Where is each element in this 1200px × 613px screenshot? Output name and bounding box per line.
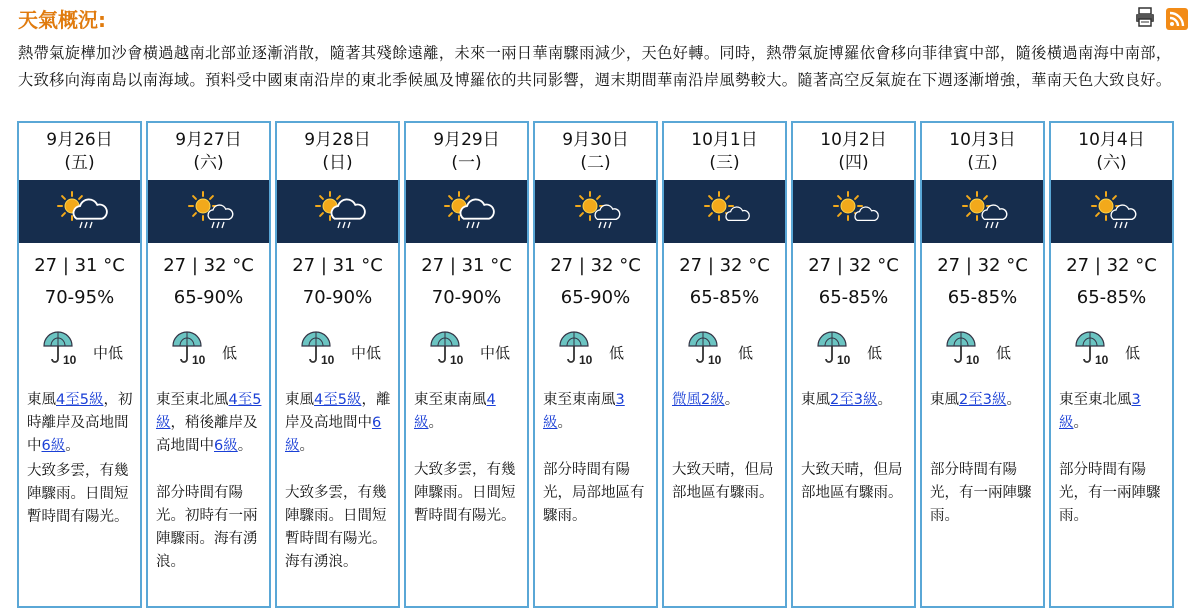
wind-text: 。 [557,415,572,431]
top-toolbar [1134,6,1188,32]
wind-forecast [27,389,134,458]
weather-summary: 熱帶氣旋樺加沙會橫過越南北部並逐漸消散，隨著其殘餘遠離，未來一兩日華南驟雨減少，天色好轉。同時，熱帶氣旋博羅依會移向菲律賓中部，隨後橫過南海中南部，大致移向海南島以南海域。預料受中國東南沿岸的東北季候風及博羅依的共同影響，週末期間華南沿岸風勢較大。隨著高空反氣旋在下週逐漸增強，華南天色大致良好。 [18,44,1172,89]
svg-text:10: 10 [966,353,980,367]
temperature-range: 27 | 31 °C [421,255,512,276]
wind-text: 。 [1006,392,1021,408]
weekday-label: (五) [64,153,95,173]
forecast-date [664,123,785,173]
forecast-date [148,123,269,173]
wind-force-link[interactable]: 6級 [285,415,382,454]
humidity-range: 65-85% [1076,287,1147,308]
page-title: 天氣概況: [18,8,106,32]
rain-probability-label: 低 [867,343,883,362]
weather-icon [439,186,495,238]
temperature-range: 27 | 32 °C [1066,255,1157,276]
wind-forecast [543,389,650,435]
rain-probability-label: 中低 [351,343,382,362]
date-label: 10月2日 [820,130,887,150]
umbrella-icon [428,330,474,374]
wind-forecast [414,389,521,435]
weekday-label: (六) [193,153,224,173]
temperature-range: 27 | 32 °C [679,255,770,276]
date-label: 9月29日 [433,130,500,150]
umbrella-icon [299,330,345,374]
weather-icon-band [1051,180,1172,243]
umbrella-icon [557,330,603,374]
wind-forecast [801,389,908,412]
humidity-range: 65-90% [173,287,244,308]
wind-text: 東風 [930,392,959,408]
rain-probability [41,330,123,374]
wind-forecast [156,389,263,458]
rain-probability [944,330,1011,374]
wind-text: 。 [428,415,443,431]
wind-text: ，離岸及高地間中 [285,392,391,431]
temperature-range: 27 | 31 °C [292,255,383,276]
umbrella-icon [41,330,87,374]
wind-force-link[interactable]: 2至3級 [830,392,878,408]
weather-description: 部分時間有陽光，有一兩陣驟雨。 [1059,462,1161,524]
forecast-date [277,123,398,173]
temperature-range: 27 | 32 °C [163,255,254,276]
forecast-day [662,121,787,608]
forecast-day [533,121,658,608]
weather-icon-band [19,180,140,243]
rain-probability-label: 中低 [480,343,511,362]
humidity-range: 70-90% [431,287,502,308]
weather-description: 部分時間有陽光。初時有一兩陣驟雨。海有湧浪。 [156,485,258,570]
forecast-day [791,121,916,608]
wind-force-link[interactable]: 3級 [543,392,625,431]
wind-forecast [1059,389,1166,435]
forecast-date [793,123,914,173]
weather-description: 部分時間有陽光，有一兩陣驟雨。 [930,462,1032,524]
svg-text:10: 10 [579,353,593,367]
forecast-date [19,123,140,173]
date-label: 10月3日 [949,130,1016,150]
svg-text:10: 10 [450,353,464,367]
weather-description: 大致多雲，有幾陣驟雨。日間短暫時間有陽光。海有湧浪。 [285,485,387,570]
weather-icon [826,186,882,238]
date-label: 9月28日 [304,130,371,150]
wind-text: 東至東南風 [414,392,487,408]
rain-probability-label: 低 [738,343,754,362]
svg-text:10: 10 [1095,353,1109,367]
wind-text: 。 [65,438,80,454]
umbrella-icon [1073,330,1119,374]
wind-force-link[interactable]: 4至5級 [56,392,104,408]
weather-icon-band [148,180,269,243]
weather-icon [181,186,237,238]
wind-forecast [285,389,392,458]
wind-force-link[interactable]: 6級 [41,438,66,454]
rain-probability [170,330,237,374]
humidity-range: 65-85% [689,287,760,308]
weather-icon [697,186,753,238]
print-icon[interactable] [1134,6,1156,32]
forecast-date [535,123,656,173]
weekday-label: (日) [322,153,353,173]
wind-force-link[interactable]: 4至5級 [314,392,362,408]
wind-text: 。 [1073,415,1088,431]
humidity-range: 65-85% [818,287,889,308]
svg-text:10: 10 [63,353,77,367]
weather-description: 大致天晴，但局部地區有驟雨。 [801,462,903,501]
forecast-row [17,121,1174,608]
wind-text: ，初時離岸及高地間中 [27,392,133,454]
wind-text: 東風 [801,392,830,408]
rain-probability [686,330,753,374]
wind-forecast [672,389,779,412]
rain-probability [557,330,624,374]
rain-probability-label: 低 [222,343,238,362]
rain-probability [1073,330,1140,374]
wind-text: 。 [299,438,314,454]
svg-text:10: 10 [708,353,722,367]
wind-force-link[interactable]: 4級 [414,392,496,431]
wind-text: 東風 [285,392,314,408]
wind-force-link[interactable]: 2至3級 [959,392,1007,408]
umbrella-icon [944,330,990,374]
forecast-date [406,123,527,173]
weekday-label: (四) [838,153,869,173]
umbrella-icon [686,330,732,374]
forecast-date [922,123,1043,173]
weekday-label: (一) [451,153,482,173]
wind-text: 東至東北風 [1059,392,1132,408]
wind-text: ，稍後離岸及高地間中 [156,415,258,454]
humidity-range: 65-85% [947,287,1018,308]
weather-icon-band [793,180,914,243]
weather-icon-band [922,180,1043,243]
svg-text:10: 10 [837,353,851,367]
weekday-label: (二) [580,153,611,173]
umbrella-icon [815,330,861,374]
wind-forecast [930,389,1037,412]
rss-icon[interactable] [1166,8,1188,30]
weather-description: 部分時間有陽光，局部地區有驟雨。 [543,462,645,524]
rain-probability [815,330,882,374]
weather-icon-band [277,180,398,243]
forecast-day [146,121,271,608]
humidity-range: 70-90% [302,287,373,308]
temperature-range: 27 | 31 °C [34,255,125,276]
temperature-range: 27 | 32 °C [808,255,899,276]
date-label: 9月27日 [175,130,242,150]
wind-text: 。 [724,392,740,408]
weather-icon [310,186,366,238]
date-label: 9月26日 [46,130,113,150]
weather-icon [955,186,1011,238]
weather-icon [568,186,624,238]
forecast-day [404,121,529,608]
forecast-date [1051,123,1172,173]
date-label: 9月30日 [562,130,629,150]
humidity-range: 70-95% [44,287,115,308]
wind-text: 東至東北風 [156,392,229,408]
rain-probability-label: 低 [996,343,1012,362]
rain-probability-label: 中低 [93,343,124,362]
date-label: 10月4日 [1078,130,1145,150]
svg-text:10: 10 [192,353,206,367]
weekday-label: (六) [1096,153,1127,173]
umbrella-icon [170,330,216,374]
weather-description: 大致多雲，有幾陣驟雨。日間短暫時間有陽光。 [414,462,516,524]
wind-force-link[interactable]: 4至5級 [156,392,262,431]
rain-probability [299,330,381,374]
wind-text: 。 [237,438,253,454]
date-label: 10月1日 [691,130,758,150]
forecast-day [920,121,1045,608]
humidity-range: 65-90% [560,287,631,308]
wind-force-link[interactable]: 6級 [214,438,238,454]
wind-text: 東風 [27,392,56,408]
weather-description: 大致多雲，有幾陣驟雨。日間短暫時間有陽光。 [27,463,129,525]
temperature-range: 27 | 32 °C [550,255,641,276]
weekday-label: (三) [709,153,740,173]
weather-icon [1084,186,1140,238]
weekday-label: (五) [967,153,998,173]
rain-probability-label: 低 [609,343,625,362]
svg-text:10: 10 [321,353,335,367]
forecast-day [17,121,142,608]
wind-text: 。 [877,392,892,408]
forecast-day [1049,121,1174,608]
weather-icon-band [406,180,527,243]
wind-text: 東至東南風 [543,392,616,408]
rain-probability-label: 低 [1125,343,1141,362]
weather-icon-band [535,180,656,243]
weather-description: 大致天晴，但局部地區有驟雨。 [672,462,774,501]
wind-force-link[interactable]: 3級 [1059,392,1141,431]
temperature-range: 27 | 32 °C [937,255,1028,276]
weather-icon [52,186,108,238]
rain-probability [428,330,510,374]
wind-force-link[interactable]: 微風2級 [672,392,725,408]
forecast-day [275,121,400,608]
weather-icon-band [664,180,785,243]
